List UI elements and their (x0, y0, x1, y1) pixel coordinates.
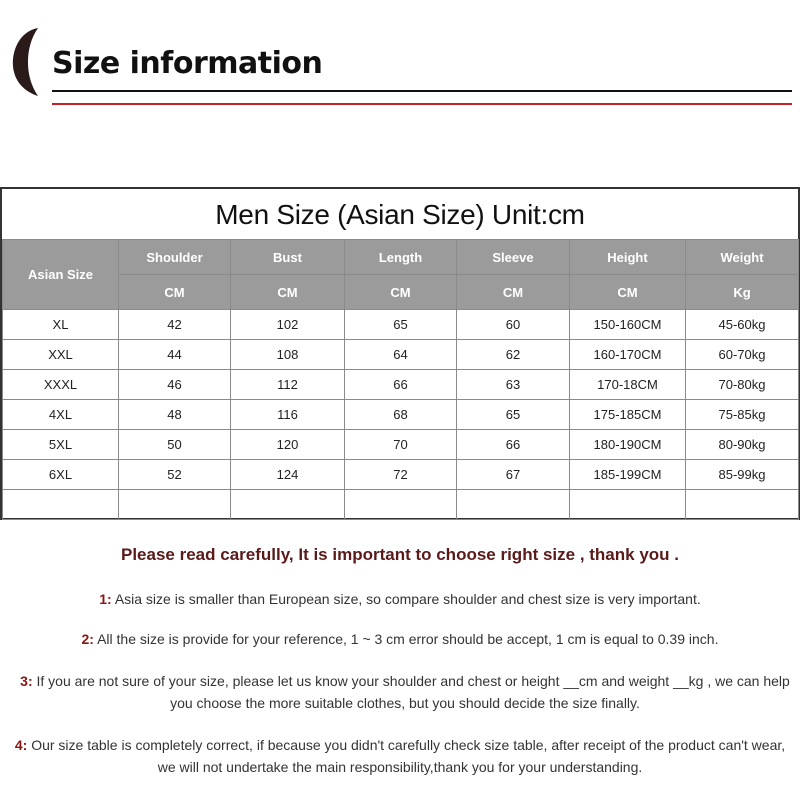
note-text: If you are not sure of your size, please let us know your shoulder and chest or height __cm and weight __kg , we can help you choose the more suitable clothes, but you should decide the size finally. (36, 673, 790, 711)
header-shoulder: Shoulder (119, 240, 231, 275)
cell-size: 6XL (3, 460, 119, 490)
cell-sleeve: 67 (457, 460, 570, 490)
cell-size: 5XL (3, 430, 119, 460)
cell-sleeve: 60 (457, 310, 570, 340)
unit-weight: Kg (686, 275, 799, 310)
header-sleeve: Sleeve (457, 240, 570, 275)
cell-empty (457, 490, 570, 520)
divider-black (52, 90, 792, 92)
cell-shoulder: 42 (119, 310, 231, 340)
header-length: Length (345, 240, 457, 275)
cell-height: 170-18CM (570, 370, 686, 400)
header-crescent-icon (12, 28, 38, 96)
note-text: All the size is provide for your reference, 1 ~ 3 cm error should be accept, 1 cm is equal to 0.39 inch. (97, 631, 719, 647)
cell-length: 70 (345, 430, 457, 460)
cell-bust: 120 (231, 430, 345, 460)
header-bust: Bust (231, 240, 345, 275)
size-grid (2, 239, 799, 520)
note-4 (4, 734, 796, 778)
cell-height: 185-199CM (570, 460, 686, 490)
cell-shoulder: 52 (119, 460, 231, 490)
unit-length: CM (345, 275, 457, 310)
cell-bust: 102 (231, 310, 345, 340)
table-row (3, 430, 799, 460)
cell-height: 160-170CM (570, 340, 686, 370)
table-row (3, 460, 799, 490)
cell-size: XXXL (3, 370, 119, 400)
note-number: 1: (99, 591, 112, 607)
cell-weight: 75-85kg (686, 400, 799, 430)
table-row (3, 400, 799, 430)
cell-weight: 85-99kg (686, 460, 799, 490)
cell-weight: 45-60kg (686, 310, 799, 340)
cell-sleeve: 62 (457, 340, 570, 370)
cell-bust: 124 (231, 460, 345, 490)
cell-size: 4XL (3, 400, 119, 430)
cell-bust: 116 (231, 400, 345, 430)
divider-red (52, 103, 792, 105)
unit-shoulder: CM (119, 275, 231, 310)
cell-empty (686, 490, 799, 520)
cell-size: XXL (3, 340, 119, 370)
cell-empty (231, 490, 345, 520)
table-row (3, 340, 799, 370)
header-weight: Weight (686, 240, 799, 275)
page-title: Size information (52, 46, 323, 81)
cell-shoulder: 46 (119, 370, 231, 400)
header-height: Height (570, 240, 686, 275)
note-3 (20, 670, 790, 714)
cell-shoulder: 50 (119, 430, 231, 460)
cell-weight: 60-70kg (686, 340, 799, 370)
cell-sleeve: 65 (457, 400, 570, 430)
cell-sleeve: 63 (457, 370, 570, 400)
unit-bust: CM (231, 275, 345, 310)
cell-sleeve: 66 (457, 430, 570, 460)
cell-empty (570, 490, 686, 520)
cell-empty (119, 490, 231, 520)
notes-title: Please read carefully, It is important to choose right size , thank you . (121, 545, 679, 564)
table-row (3, 370, 799, 400)
cell-size: XL (3, 310, 119, 340)
table-row (3, 310, 799, 340)
unit-row (3, 275, 799, 310)
cell-bust: 108 (231, 340, 345, 370)
cell-height: 180-190CM (570, 430, 686, 460)
cell-shoulder: 44 (119, 340, 231, 370)
cell-bust: 112 (231, 370, 345, 400)
cell-length: 66 (345, 370, 457, 400)
cell-shoulder: 48 (119, 400, 231, 430)
table-row-empty (3, 490, 799, 520)
cell-length: 68 (345, 400, 457, 430)
cell-weight: 70-80kg (686, 370, 799, 400)
cell-height: 150-160CM (570, 310, 686, 340)
size-table (0, 187, 800, 520)
cell-weight: 80-90kg (686, 430, 799, 460)
cell-length: 64 (345, 340, 457, 370)
note-number: 2: (81, 631, 94, 647)
header-asian-size: Asian Size (3, 240, 119, 310)
note-2 (10, 628, 790, 650)
cell-length: 65 (345, 310, 457, 340)
unit-sleeve: CM (457, 275, 570, 310)
cell-height: 175-185CM (570, 400, 686, 430)
cell-empty (345, 490, 457, 520)
note-1 (10, 588, 790, 610)
header-row (3, 240, 799, 275)
unit-height: CM (570, 275, 686, 310)
note-text: Asia size is smaller than European size, so compare shoulder and chest size is very important. (114, 591, 701, 607)
cell-length: 72 (345, 460, 457, 490)
cell-empty (3, 490, 119, 520)
note-number: 4: (14, 737, 28, 753)
table-title: Men Size (Asian Size) Unit:cm (215, 199, 585, 230)
note-text: Our size table is completely correct, if because you didn't carefully check size table, after receipt of the product can't wear, we will not undertake the main responsibility,thank you for your understanding. (31, 737, 786, 775)
note-number: 3: (20, 673, 33, 689)
